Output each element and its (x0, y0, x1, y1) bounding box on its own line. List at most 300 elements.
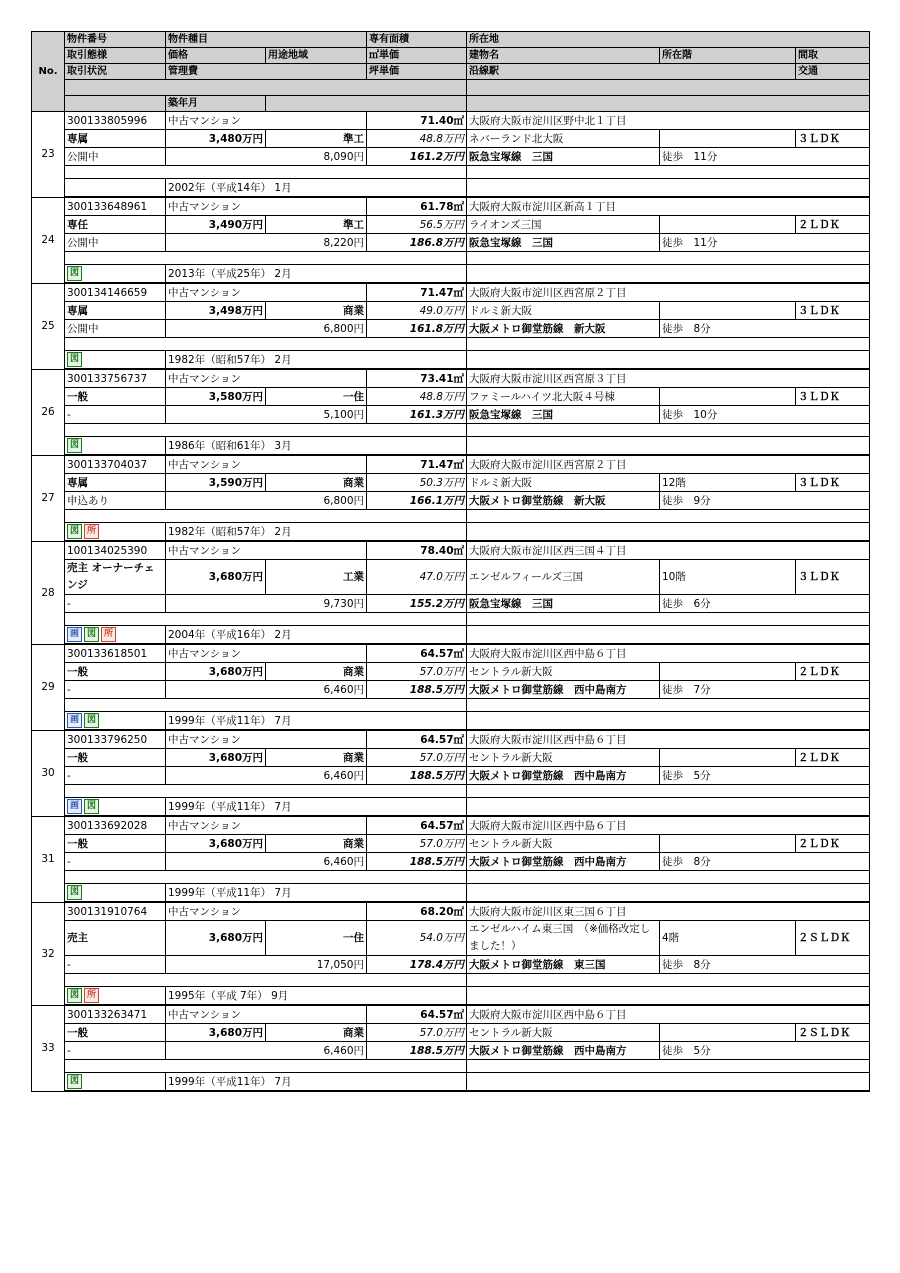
location-icon[interactable]: 所 (84, 524, 99, 539)
floorplan-icon[interactable]: 図 (67, 438, 82, 453)
floor-area: 71.47㎡ (367, 455, 467, 474)
building-name: ネバーランド北大阪 (467, 130, 660, 148)
zoning: 商業 (266, 749, 367, 767)
listing-row (32, 1024, 870, 1042)
listing-row (32, 835, 870, 853)
header-cell: 価格 (166, 48, 266, 64)
address: 大阪府大阪市淀川区西三国４丁目 (467, 541, 870, 560)
management-fee: 6,460円 (166, 681, 367, 699)
room-layout: ３ＬＤＫ (796, 474, 870, 492)
transaction-mode: 売主 (65, 921, 166, 956)
listing-row (32, 148, 870, 166)
transaction-mode: 一般 (65, 1024, 166, 1042)
header-cell: 専有面積 (367, 32, 467, 48)
property-id: 300133805996 (65, 112, 166, 130)
building-name: セントラル新大阪 (467, 835, 660, 853)
header-cell: 物件番号 (65, 32, 166, 48)
listing-row (32, 455, 870, 474)
access-time: 徒歩 5分 (660, 767, 870, 785)
management-fee: 6,460円 (166, 767, 367, 785)
listing-row (32, 523, 870, 542)
tsubo-price: 166.1万円 (367, 492, 467, 510)
floorplan-icon[interactable]: 図 (67, 885, 82, 900)
floor-area: 73.41㎡ (367, 369, 467, 388)
listing-row (32, 681, 870, 699)
listing-row (32, 712, 870, 731)
transaction-status: - (65, 406, 166, 424)
property-id: 300133618501 (65, 644, 166, 663)
empty-cell (467, 987, 870, 1006)
access-time: 徒歩 9分 (660, 492, 870, 510)
floorplan-icon[interactable]: 図 (67, 524, 82, 539)
listing-row (32, 474, 870, 492)
listing-row (32, 956, 870, 974)
header-cell (65, 96, 166, 112)
built-date: 2013年（平成25年） 2月 (166, 265, 467, 284)
access-time: 徒歩 5分 (660, 1042, 870, 1060)
listing-row (32, 1073, 870, 1092)
listing-row (32, 730, 870, 749)
header-cell (65, 80, 467, 96)
price: 3,590万円 (166, 474, 266, 492)
listing-row (32, 424, 870, 437)
sqm-price: 57.0万円 (367, 1024, 467, 1042)
room-layout: ２ＬＤＫ (796, 216, 870, 234)
property-type: 中古マンション (166, 112, 367, 130)
address: 大阪府大阪市淀川区西宮原２丁目 (467, 283, 870, 302)
nearest-station: 大阪メトロ御堂筋線 西中島南方 (467, 853, 660, 871)
media-icons (65, 179, 166, 198)
header-cell: 築年月 (166, 96, 266, 112)
built-date: 1999年（平成11年） 7月 (166, 1073, 467, 1092)
building-name: ファミールハイツ北大阪４号棟 (467, 388, 660, 406)
spacer-cell (65, 699, 467, 712)
floor-area: 64.57㎡ (367, 1005, 467, 1024)
location-icon[interactable]: 所 (101, 627, 116, 642)
address: 大阪府大阪市淀川区新高１丁目 (467, 197, 870, 216)
floorplan-icon[interactable]: 図 (84, 713, 99, 728)
listing-row (32, 987, 870, 1006)
header-cell: 取引状況 (65, 64, 166, 80)
transaction-status: - (65, 1042, 166, 1060)
listing-number: 33 (32, 1005, 65, 1091)
property-id: 300134146659 (65, 283, 166, 302)
tsubo-price: 188.5万円 (367, 853, 467, 871)
property-id: 300133796250 (65, 730, 166, 749)
header-row-2 (32, 48, 870, 64)
listing-row (32, 492, 870, 510)
management-fee: 6,460円 (166, 853, 367, 871)
access-time: 徒歩 7分 (660, 681, 870, 699)
transaction-status: - (65, 767, 166, 785)
transaction-mode: 一般 (65, 663, 166, 681)
price: 3,680万円 (166, 921, 266, 956)
property-id: 300133704037 (65, 455, 166, 474)
location-icon[interactable]: 所 (84, 988, 99, 1003)
floorplan-icon[interactable]: 図 (67, 352, 82, 367)
address: 大阪府大阪市淀川区野中北１丁目 (467, 112, 870, 130)
listing-row (32, 166, 870, 179)
header-cell: 取引態様 (65, 48, 166, 64)
listing-row (32, 663, 870, 681)
listing-row (32, 437, 870, 456)
price: 3,680万円 (166, 749, 266, 767)
zoning: 商業 (266, 302, 367, 320)
transaction-status: - (65, 681, 166, 699)
access-time: 徒歩 8分 (660, 853, 870, 871)
transaction-mode: 一般 (65, 835, 166, 853)
zoning: 商業 (266, 474, 367, 492)
media-icons (65, 626, 166, 645)
header-cell: 坪単価 (367, 64, 467, 80)
listing-row (32, 265, 870, 284)
zoning: 準工 (266, 216, 367, 234)
transaction-status: 公開中 (65, 148, 166, 166)
spacer-cell (467, 785, 870, 798)
empty-cell (467, 437, 870, 456)
sqm-price: 48.8万円 (367, 130, 467, 148)
floor-area: 71.47㎡ (367, 283, 467, 302)
tsubo-price: 155.2万円 (367, 595, 467, 613)
floor-level: 4階 (660, 921, 796, 956)
transaction-mode: 一般 (65, 749, 166, 767)
listing-row (32, 369, 870, 388)
listing-body (32, 32, 870, 1092)
spacer-cell (467, 974, 870, 987)
tsubo-price: 188.5万円 (367, 681, 467, 699)
price: 3,680万円 (166, 560, 266, 595)
price: 3,680万円 (166, 663, 266, 681)
floorplan-icon[interactable]: 図 (67, 988, 82, 1003)
floorplan-icon[interactable]: 図 (84, 627, 99, 642)
listing-row (32, 798, 870, 817)
header-cell: 沿線駅 (467, 64, 796, 80)
header-cell: 所在地 (467, 32, 870, 48)
access-time: 徒歩 8分 (660, 320, 870, 338)
access-time: 徒歩 10分 (660, 406, 870, 424)
property-type: 中古マンション (166, 369, 367, 388)
built-date: 2002年（平成14年） 1月 (166, 179, 467, 198)
property-type: 中古マンション (166, 816, 367, 835)
building-name: エンゼルフィールズ三国 (467, 560, 660, 595)
zoning: 工業 (266, 560, 367, 595)
spacer-cell (467, 166, 870, 179)
spacer-cell (467, 1060, 870, 1073)
room-layout: ２ＳＬＤＫ (796, 1024, 870, 1042)
header-cell (467, 96, 870, 112)
address: 大阪府大阪市淀川区西宮原２丁目 (467, 455, 870, 474)
nearest-station: 阪急宝塚線 三国 (467, 595, 660, 613)
address: 大阪府大阪市淀川区西中島６丁目 (467, 730, 870, 749)
header-cell: 物件種目 (166, 32, 367, 48)
spacer-cell (467, 699, 870, 712)
built-date: 2004年（平成16年） 2月 (166, 626, 467, 645)
built-date: 1999年（平成11年） 7月 (166, 798, 467, 817)
built-date: 1999年（平成11年） 7月 (166, 712, 467, 731)
listing-row (32, 179, 870, 198)
listing-number: 23 (32, 112, 65, 198)
property-id: 300133648961 (65, 197, 166, 216)
zoning: 一住 (266, 388, 367, 406)
listing-row (32, 216, 870, 234)
property-type: 中古マンション (166, 902, 367, 921)
sqm-price: 48.8万円 (367, 388, 467, 406)
room-layout: ２ＬＤＫ (796, 749, 870, 767)
property-type: 中古マンション (166, 283, 367, 302)
listing-row (32, 613, 870, 626)
transaction-mode: 専属 (65, 130, 166, 148)
listing-row (32, 197, 870, 216)
floor-area: 64.57㎡ (367, 730, 467, 749)
header-no: No. (32, 32, 65, 112)
property-id: 300133756737 (65, 369, 166, 388)
header-row-5 (32, 96, 870, 112)
price: 3,490万円 (166, 216, 266, 234)
listing-row (32, 283, 870, 302)
empty-cell (467, 1073, 870, 1092)
listing-row (32, 785, 870, 798)
nearest-station: 大阪メトロ御堂筋線 西中島南方 (467, 1042, 660, 1060)
management-fee: 5,100円 (166, 406, 367, 424)
property-id: 300131910764 (65, 902, 166, 921)
property-type: 中古マンション (166, 455, 367, 474)
room-layout: ３ＬＤＫ (796, 560, 870, 595)
building-name: セントラル新大阪 (467, 749, 660, 767)
transaction-mode: 専属 (65, 302, 166, 320)
property-type: 中古マンション (166, 730, 367, 749)
floor-area: 64.57㎡ (367, 816, 467, 835)
address: 大阪府大阪市淀川区西宮原３丁目 (467, 369, 870, 388)
empty-cell (467, 884, 870, 903)
zoning: 一住 (266, 921, 367, 956)
spacer-cell (65, 424, 467, 437)
floor-level (660, 663, 796, 681)
media-icons (65, 351, 166, 370)
transaction-status: 公開中 (65, 234, 166, 252)
spacer-cell (65, 613, 467, 626)
property-type: 中古マンション (166, 1005, 367, 1024)
building-name: ドルミ新大阪 (467, 474, 660, 492)
price: 3,498万円 (166, 302, 266, 320)
floor-level: 12階 (660, 474, 796, 492)
nearest-station: 阪急宝塚線 三国 (467, 148, 660, 166)
nearest-station: 阪急宝塚線 三国 (467, 406, 660, 424)
building-name: セントラル新大阪 (467, 663, 660, 681)
empty-cell (467, 626, 870, 645)
image-icon[interactable]: 画 (67, 627, 82, 642)
listing-row (32, 974, 870, 987)
listing-row (32, 510, 870, 523)
listing-row (32, 1060, 870, 1073)
built-date: 1982年（昭和57年） 2月 (166, 523, 467, 542)
room-layout: ３ＬＤＫ (796, 302, 870, 320)
property-type: 中古マンション (166, 541, 367, 560)
transaction-mode: 専任 (65, 216, 166, 234)
transaction-status: - (65, 595, 166, 613)
transaction-status: - (65, 956, 166, 974)
sqm-price: 57.0万円 (367, 663, 467, 681)
floor-level: 10階 (660, 560, 796, 595)
listing-row (32, 902, 870, 921)
listing-row (32, 1005, 870, 1024)
listing-number: 32 (32, 902, 65, 1005)
listing-row (32, 644, 870, 663)
media-icons (65, 523, 166, 542)
listing-row (32, 320, 870, 338)
listing-row (32, 767, 870, 785)
listing-number: 27 (32, 455, 65, 541)
header-cell: 建物名 (467, 48, 660, 64)
listing-row (32, 252, 870, 265)
spacer-cell (65, 871, 467, 884)
building-name: ライオンズ三国 (467, 216, 660, 234)
spacer-cell (65, 510, 467, 523)
transaction-mode: 一般 (65, 388, 166, 406)
empty-cell (467, 798, 870, 817)
header-cell: 交通 (796, 64, 870, 80)
header-cell: 用途地域 (266, 48, 367, 64)
listing-number: 24 (32, 197, 65, 283)
listing-number: 29 (32, 644, 65, 730)
sqm-price: 57.0万円 (367, 749, 467, 767)
tsubo-price: 178.4万円 (367, 956, 467, 974)
header-cell: 間取 (796, 48, 870, 64)
listing-number: 28 (32, 541, 65, 644)
spacer-cell (467, 613, 870, 626)
property-id: 300133263471 (65, 1005, 166, 1024)
nearest-station: 大阪メトロ御堂筋線 新大阪 (467, 492, 660, 510)
floor-level (660, 302, 796, 320)
empty-cell (467, 523, 870, 542)
header-cell: 管理費 (166, 64, 367, 80)
listing-row (32, 626, 870, 645)
built-date: 1995年（平成 7年） 9月 (166, 987, 467, 1006)
listing-row (32, 749, 870, 767)
empty-cell (467, 712, 870, 731)
listing-row (32, 816, 870, 835)
listing-row (32, 351, 870, 370)
nearest-station: 阪急宝塚線 三国 (467, 234, 660, 252)
listing-row (32, 338, 870, 351)
transaction-status: - (65, 853, 166, 871)
spacer-cell (65, 252, 467, 265)
sqm-price: 47.0万円 (367, 560, 467, 595)
property-type: 中古マンション (166, 644, 367, 663)
property-id: 100134025390 (65, 541, 166, 560)
floor-level (660, 130, 796, 148)
listing-row (32, 921, 870, 956)
media-icons (65, 437, 166, 456)
room-layout: ３ＬＤＫ (796, 130, 870, 148)
listing-row (32, 130, 870, 148)
listing-row (32, 853, 870, 871)
built-date: 1999年（平成11年） 7月 (166, 884, 467, 903)
room-layout: ２ＬＤＫ (796, 663, 870, 681)
listing-number: 30 (32, 730, 65, 816)
spacer-cell (467, 424, 870, 437)
address: 大阪府大阪市淀川区西中島６丁目 (467, 1005, 870, 1024)
listing-row (32, 595, 870, 613)
floorplan-icon[interactable]: 図 (84, 799, 99, 814)
floorplan-icon[interactable]: 図 (67, 1074, 82, 1089)
address: 大阪府大阪市淀川区西中島６丁目 (467, 644, 870, 663)
room-layout: ３ＬＤＫ (796, 388, 870, 406)
image-icon[interactable]: 画 (67, 713, 82, 728)
listing-row (32, 302, 870, 320)
spacer-cell (467, 510, 870, 523)
management-fee: 8,090円 (166, 148, 367, 166)
header-row-4 (32, 80, 870, 96)
nearest-station: 大阪メトロ御堂筋線 新大阪 (467, 320, 660, 338)
building-name: ドルミ新大阪 (467, 302, 660, 320)
sqm-price: 57.0万円 (367, 835, 467, 853)
management-fee: 6,800円 (166, 320, 367, 338)
listing-row (32, 234, 870, 252)
tsubo-price: 188.5万円 (367, 1042, 467, 1060)
address: 大阪府大阪市淀川区西中島６丁目 (467, 816, 870, 835)
image-icon[interactable]: 画 (67, 799, 82, 814)
property-listing-table (31, 31, 870, 1092)
access-time: 徒歩 11分 (660, 148, 870, 166)
listing-row (32, 1042, 870, 1060)
media-icons (65, 798, 166, 817)
floor-level (660, 835, 796, 853)
media-icons (65, 265, 166, 284)
nearest-station: 大阪メトロ御堂筋線 西中島南方 (467, 681, 660, 699)
management-fee: 6,800円 (166, 492, 367, 510)
header-row-1 (32, 32, 870, 48)
floorplan-icon[interactable]: 図 (67, 266, 82, 281)
listing-number: 31 (32, 816, 65, 902)
tsubo-price: 188.5万円 (367, 767, 467, 785)
management-fee: 6,460円 (166, 1042, 367, 1060)
address: 大阪府大阪市淀川区東三国６丁目 (467, 902, 870, 921)
listing-number: 26 (32, 369, 65, 455)
header-cell: ㎡単価 (367, 48, 467, 64)
property-type: 中古マンション (166, 197, 367, 216)
building-name: セントラル新大阪 (467, 1024, 660, 1042)
property-id: 300133692028 (65, 816, 166, 835)
zoning: 商業 (266, 835, 367, 853)
sqm-price: 50.3万円 (367, 474, 467, 492)
floor-area: 71.40㎡ (367, 112, 467, 130)
zoning: 商業 (266, 1024, 367, 1042)
zoning: 準工 (266, 130, 367, 148)
header-cell (467, 80, 870, 96)
floor-level (660, 388, 796, 406)
floor-area: 61.78㎡ (367, 197, 467, 216)
floor-area: 64.57㎡ (367, 644, 467, 663)
tsubo-price: 161.8万円 (367, 320, 467, 338)
price: 3,480万円 (166, 130, 266, 148)
price: 3,680万円 (166, 1024, 266, 1042)
listing-row (32, 388, 870, 406)
transaction-status: 公開中 (65, 320, 166, 338)
building-name: エンゼルハイム東三国 （※価格改定しました！） (467, 921, 660, 956)
header-cell (266, 96, 467, 112)
price: 3,580万円 (166, 388, 266, 406)
transaction-mode: 専属 (65, 474, 166, 492)
price: 3,680万円 (166, 835, 266, 853)
empty-cell (467, 179, 870, 198)
spacer-cell (65, 1060, 467, 1073)
empty-cell (467, 265, 870, 284)
media-icons (65, 712, 166, 731)
listing-row (32, 884, 870, 903)
transaction-status: 申込あり (65, 492, 166, 510)
floor-level (660, 216, 796, 234)
access-time: 徒歩 11分 (660, 234, 870, 252)
